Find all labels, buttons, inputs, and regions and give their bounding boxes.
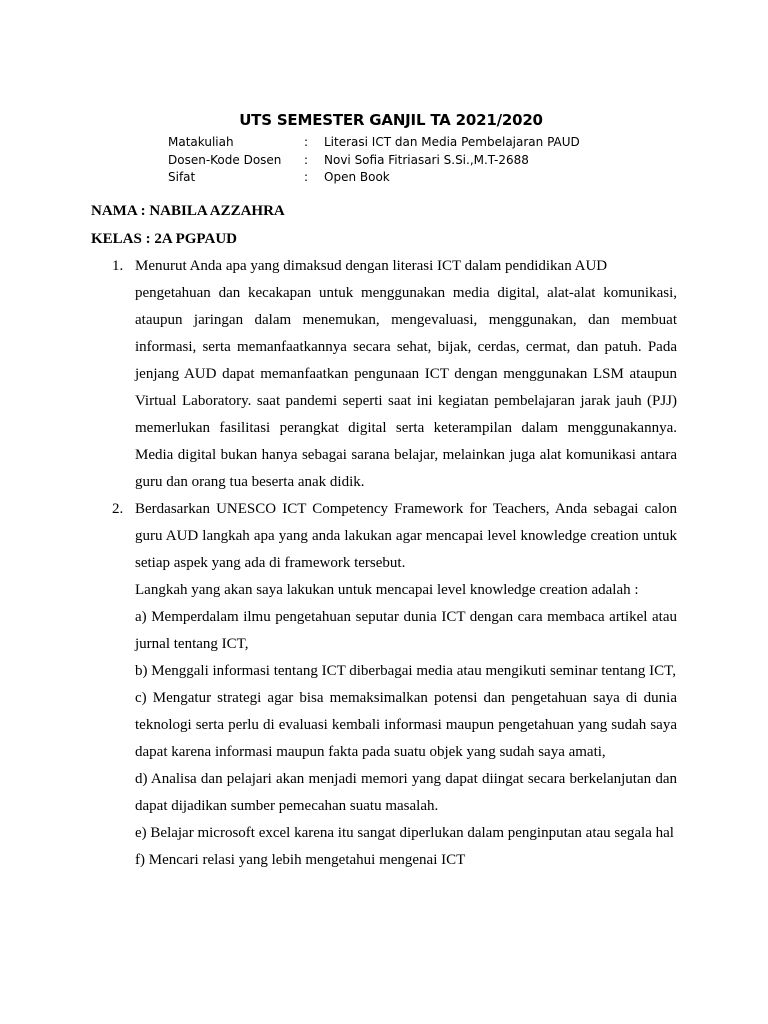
exam-type-colon: : (304, 170, 309, 184)
answer-intro: Langkah yang akan saya lakukan untuk mencapai level knowledge creation adalah : (135, 582, 639, 598)
answer-step: e) Belajar microsoft excel karena itu sangat diperlukan dalam penginputan atau segala hal (135, 825, 674, 841)
document-title: UTS SEMESTER GANJIL TA 2021/2020 (239, 111, 543, 129)
course-info (168, 134, 588, 187)
question-number: 1. (112, 258, 124, 274)
question-text: Menurut Anda apa yang dimaksud dengan literasi ICT dalam pendidikan AUD (135, 258, 608, 274)
student-class: KELAS : 2A PGPAUD (91, 231, 237, 247)
lecturer-value: Novi Sofia Fitriasari S.Si.,M.T-2688 (324, 152, 529, 167)
course-value: Literasi ICT dan Media Pembelajaran PAUD (324, 135, 580, 149)
answer-step: d) Analisa dan pelajari akan menjadi memori yang dapat diingat secara berkelanjutan dan dapat dijadikan sumber pemecahan suatu masalah. (135, 771, 677, 814)
answer-step: b) Menggali informasi tentang ICT diberbagai media atau mengikuti seminar tentang ICT, (135, 663, 676, 679)
question-number: 2. (112, 501, 124, 517)
exam-type-value: Open Book (324, 170, 390, 184)
question-item (0, 496, 768, 874)
student-name: NAMA : NABILA AZZAHRA (91, 203, 285, 219)
answer-step: a) Memperdalam ilmu pengetahuan seputar dunia ICT dengan cara membaca artikel atau jurnal tentang ICT, (135, 609, 677, 652)
lecturer-label: Dosen-Kode Dosen (168, 152, 282, 167)
question-body (135, 253, 677, 496)
question-body (135, 496, 677, 874)
lecturer-info-row (168, 152, 588, 170)
question-text: Berdasarkan UNESCO ICT Competency Framework for Teachers, Anda sebagai calon guru AUD langkah apa yang anda lakukan agar mencapai level knowledge creation untuk setiap aspek yang ada di framework tersebut. (135, 501, 677, 571)
answer-step: c) Mengatur strategi agar bisa memaksimalkan potensi dan pengetahuan saya di dunia teknologi serta perlu di evaluasi kembali informasi maupun pengetahuan yang sudah saya dapat karena informasi maupun fakta pada suatu objek yang sudah saya amati, (135, 690, 677, 760)
lecturer-colon: : (304, 152, 309, 167)
question-list (0, 253, 768, 874)
answer-step: f) Mencari relasi yang lebih mengetahui mengenai ICT (135, 852, 466, 868)
exam-type-row (168, 169, 588, 187)
exam-type-label: Sifat (168, 170, 196, 184)
answer-text: pengetahuan dan kecakapan untuk menggunakan media digital, alat-alat komunikasi, ataupun jaringan dalam menemukan, mengevaluasi, menggunakan, dan membuat informasi, serta memanfaatkannya secara sehat, bijak, cerdas, cermat, dan patuh. Pada jenjang AUD dapat memanfaatkan pengunaan ICT dengan menggunakan LSM ataupun Virtual Laboratory. saat pandemi seperti saat ini kegiatan pembelajaran jarak jauh (PJJ) memerlukan fasilitasi perangkat digital serta keterampilan dalam menggunakannya. Media digital bukan hanya sebagai sarana belajar, melainkan juga alat komunikasi antara guru dan orang tua beserta anak didik. (135, 285, 677, 490)
course-label: Matakuliah (168, 135, 234, 149)
course-info-row (168, 134, 588, 152)
course-colon: : (304, 135, 309, 149)
question-item (0, 253, 768, 496)
